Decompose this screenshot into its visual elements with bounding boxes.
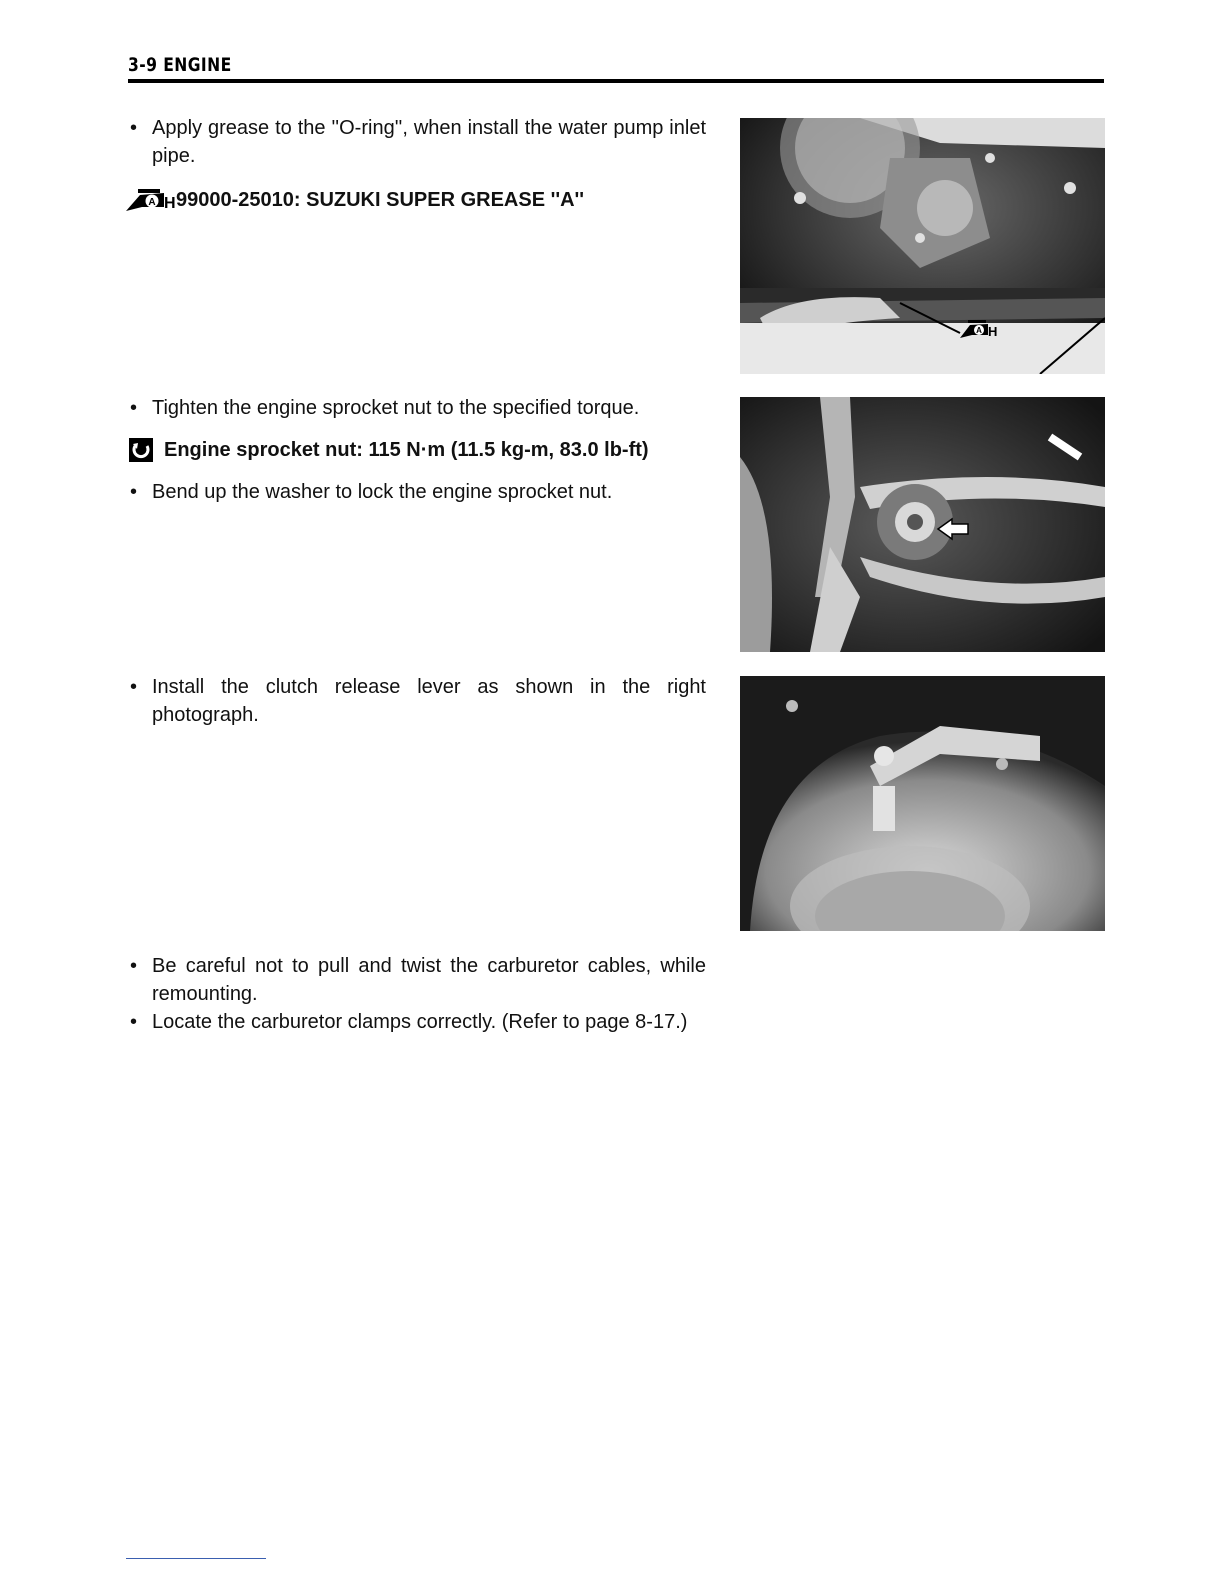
svg-text:A: A (148, 197, 156, 208)
instruction-bend-washer: • Bend up the washer to lock the engine sprocket nut. (128, 478, 706, 506)
section-clutch-lever (128, 673, 706, 729)
instruction-carburetor-clamps: • Locate the carburetor clamps correctly. (Refer to page 8-17.) (128, 1008, 706, 1036)
section-carburetor (128, 952, 706, 1036)
instruction-grease-o-ring: • Apply grease to the ''O-ring'', when install the water pump inlet pipe. (128, 114, 706, 170)
torque-spec-text: Engine sprocket nut: 115 N·m (11.5 kg-m, 83.0 lb-ft) (164, 439, 649, 461)
instruction-install-clutch-lever: • Install the clutch release lever as shown in the right photograph. (128, 673, 706, 729)
section-sprocket (128, 394, 706, 506)
footer-rule (126, 1558, 266, 1559)
instruction-carburetor-cables: • Be careful not to pull and twist the carburetor cables, while remounting. (128, 952, 706, 1008)
page-title: 3-9 ENGINE (128, 54, 232, 76)
page-header (128, 54, 1104, 76)
grease-spec (124, 186, 706, 214)
torque-wrench-icon (128, 437, 154, 463)
torque-spec (128, 436, 706, 464)
svg-text:A: A (976, 326, 982, 335)
section-water-pump (128, 114, 706, 214)
header-rule (128, 79, 1104, 83)
clutch-release-lever-photo (740, 676, 1105, 931)
svg-text:H: H (988, 324, 998, 339)
engine-sprocket-photo (740, 397, 1105, 652)
grease-spec-text: 99000-25010: SUZUKI SUPER GREASE ''A'' (176, 189, 585, 211)
svg-text:H: H (164, 195, 176, 212)
water-pump-inlet-pipe-photo (740, 118, 1105, 374)
grease-a-icon (124, 187, 176, 213)
instruction-tighten-sprocket-nut: • Tighten the engine sprocket nut to the specified torque. (128, 394, 706, 422)
